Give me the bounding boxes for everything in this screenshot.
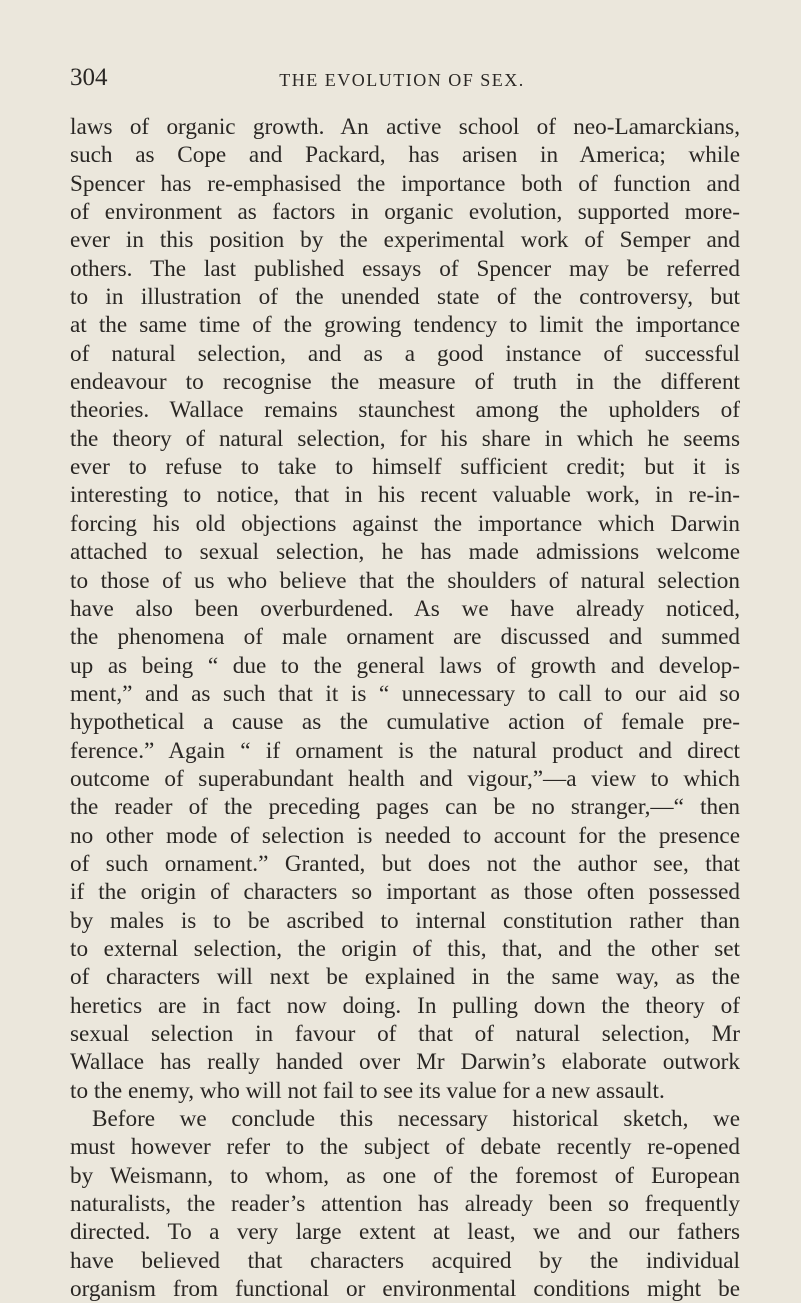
text-line: of environment as factors in organic evolution, supported more- (70, 199, 740, 226)
text-line: outcome of superabundant health and vigour,”—a view to which (70, 765, 740, 792)
text-line: others. The last published essays of Spencer may be referred (70, 255, 740, 282)
text-line: of characters will next be explained in the same way, as the (70, 964, 740, 991)
text-line: the theory of natural selection, for his share in which he seems (70, 425, 740, 452)
text-line: ment,” and as such that it is “ unnecessary to call to our aid so (70, 680, 740, 707)
text-line: no other mode of selection is needed to account for the presence (70, 822, 740, 849)
text-line: laws of organic growth. An active school of neo-Lamarckians, (70, 114, 740, 140)
text-line: have also been overburdened. As we have already noticed, (70, 595, 740, 622)
text-line: ever in this position by the experimental work of Semper and (70, 227, 740, 254)
text-line: at the same time of the growing tendency to limit the importance (70, 312, 740, 339)
text-line: by Weismann, to whom, as one of the foremost of European (70, 1162, 740, 1189)
text-line: of such ornament.” Granted, but does not the author see, that (70, 850, 740, 877)
text-line: ever to refuse to take to himself sufficient credit; but it is (70, 454, 740, 481)
text-line: of natural selection, and as a good instance of successful (70, 340, 740, 367)
page-header (70, 64, 734, 104)
text-line: up as being “ due to the general laws of growth and develop- (70, 652, 740, 679)
text-line: ference.” Again “ if ornament is the natural product and direct (70, 737, 740, 764)
text-line: forcing his old objections against the importance which Darwin (70, 510, 740, 537)
text-line: to in illustration of the unended state of the controversy, but (70, 284, 740, 311)
text-line: endeavour to recognise the measure of truth in the different (70, 369, 740, 396)
text-line: sexual selection in favour of that of natural selection, Mr (70, 1021, 740, 1047)
text-line: heretics are in fact now doing. In pulling down the theory of (70, 992, 740, 1019)
text-line: theories. Wallace remains staunchest among the upholders of (70, 397, 740, 424)
text-line: must however refer to the subject of debate recently re-opened (70, 1134, 740, 1161)
text-line: directed. To a very large extent at least, we and our fathers (70, 1219, 740, 1246)
text-line: such as Cope and Packard, has arisen in America; while (70, 142, 740, 169)
text-line: attached to sexual selection, he has made admissions welcome (70, 539, 740, 566)
text-line: the reader of the preceding pages can be no stranger,—“ then (70, 794, 740, 821)
text-line: hypothetical a cause as the cumulative action of female pre- (70, 709, 740, 736)
text-line: the phenomena of male ornament are discussed and summed (70, 624, 740, 651)
paragraph-end-line: to the enemy, who will not fail to see its value for a new assault. (70, 1077, 665, 1104)
text-line: Wallace has really handed over Mr Darwin’s elaborate outwork (70, 1049, 740, 1076)
text-line: organism from functional or environmental conditions might be (70, 1276, 740, 1303)
text-line: naturalists, the reader’s attention has already been so frequently (70, 1191, 740, 1218)
running-head: THE EVOLUTION OF SEX. (279, 70, 525, 90)
text-line: to external selection, the origin of this, that, and the other set (70, 935, 740, 962)
text-line: by males is to be ascribed to internal constitution rather than (70, 907, 740, 934)
text-line: interesting to notice, that in his recent valuable work, in re-in- (70, 482, 740, 509)
paragraph-start-line: Before we conclude this necessary historical sketch, we (92, 1106, 740, 1133)
text-line: to those of us who believe that the shoulders of natural selection (70, 567, 740, 594)
page-number: 304 (70, 64, 108, 91)
body-text (70, 113, 740, 1303)
text-line: have believed that characters acquired by the individual (70, 1247, 740, 1274)
text-line: Spencer has re-emphasised the importance both of function and (70, 170, 740, 197)
text-line: if the origin of characters so important as those often possessed (70, 879, 740, 906)
